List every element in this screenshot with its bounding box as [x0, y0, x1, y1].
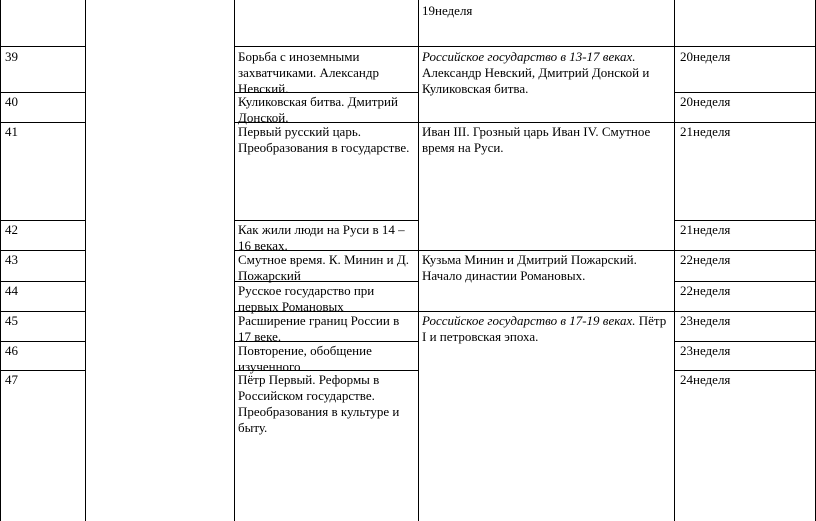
grid-line	[0, 341, 86, 342]
grid-line	[0, 250, 86, 251]
lesson-number: 44	[5, 283, 18, 298]
lesson-number: 40	[5, 94, 18, 109]
grid-line	[0, 220, 86, 221]
lesson-title: Куликовская битва. Дмитрий Донской.	[238, 94, 398, 125]
topic-section-title: Российское государство в 17-19 веках.	[422, 313, 636, 328]
topic-section-title: Российское государство в 13-17 веках.	[422, 49, 636, 64]
topic-cell	[422, 49, 672, 97]
lesson-number: 43	[5, 252, 18, 267]
grid-line	[674, 0, 675, 521]
grid-line	[0, 46, 86, 47]
grid-line	[0, 370, 86, 371]
lesson-title: Борьба с иноземными захватчиками. Александр Невский.	[238, 49, 379, 96]
lesson-number: 42	[5, 222, 18, 237]
week-cell: 24неделя	[680, 372, 731, 387]
week-cell: 20неделя	[680, 49, 731, 64]
lesson-number: 45	[5, 313, 18, 328]
topic-cell: Кузьма Минин и Дмитрий Пожарский. Начало династии Романовых.	[422, 252, 637, 283]
grid-line	[234, 220, 419, 221]
grid-line	[234, 0, 235, 521]
week-cell: 22неделя	[680, 252, 731, 267]
week-cell: 19неделя	[422, 3, 473, 18]
lesson-number: 47	[5, 372, 18, 387]
grid-line	[85, 0, 86, 521]
grid-line	[674, 92, 816, 93]
grid-line	[418, 0, 419, 521]
topic-text: Александр Невский, Дмитрий Донской и Куликовская битва.	[422, 65, 650, 96]
lesson-title: Расширение границ России в 17 веке.	[238, 313, 400, 344]
topic-text: Пётр I и петровская эпоха.	[422, 313, 667, 344]
grid-line	[674, 220, 816, 221]
grid-line	[418, 46, 675, 47]
lesson-title: Пётр Первый. Реформы в Российском государстве. Преобразования в культуре и быту.	[238, 372, 400, 435]
lesson-number: 39	[5, 49, 18, 64]
week-cell: 21неделя	[680, 124, 731, 139]
grid-line	[674, 370, 816, 371]
lesson-title: Смутное время. К. Минин и Д. Пожарский	[238, 252, 409, 283]
grid-line	[0, 0, 1, 521]
grid-line	[234, 46, 419, 47]
week-cell: 23неделя	[680, 313, 731, 328]
grid-line	[0, 92, 86, 93]
lesson-title: Первый русский царь. Преобразования в государстве.	[238, 124, 410, 155]
lesson-title: Русское государство при первых Романовых	[238, 283, 375, 314]
grid-line	[674, 341, 816, 342]
week-cell: 20неделя	[680, 94, 731, 109]
grid-line	[0, 281, 86, 282]
week-cell: 23неделя	[680, 343, 731, 358]
lesson-number: 46	[5, 343, 18, 358]
grid-line	[0, 311, 86, 312]
topic-cell	[422, 313, 672, 345]
topic-cell: Иван III. Грозный царь Иван IV. Смутное время на Руси.	[422, 124, 651, 155]
grid-line	[674, 281, 816, 282]
grid-line	[0, 122, 86, 123]
grid-line	[674, 46, 816, 47]
week-cell: 21неделя	[680, 222, 731, 237]
lesson-title: Как жили люди на Руси в 14 – 16 веках.	[238, 222, 405, 253]
lesson-title: Повторение, обобщение изученного	[238, 343, 372, 374]
lesson-number: 41	[5, 124, 18, 139]
week-cell: 22неделя	[680, 283, 731, 298]
